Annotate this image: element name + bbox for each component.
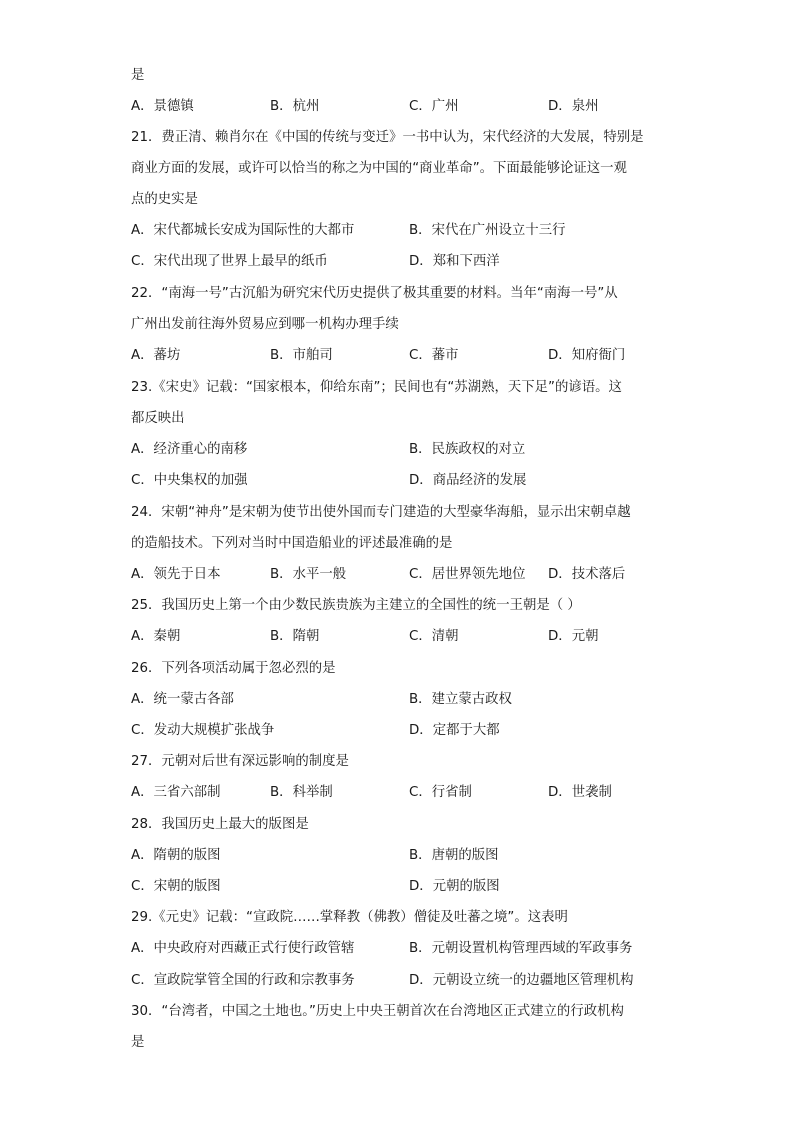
q23-option-c: C．中央集权的加强 (131, 473, 248, 488)
q21-option-d: D．郑和下西洋 (409, 254, 500, 269)
q21-stem-line-2: 商业方面的发展，或许可以恰当的称之为中国的“商业革命”。下面最能够论证这一观 (131, 161, 627, 176)
q25-option-a: A．秦朝 (131, 629, 181, 644)
q20-option-a: A．景德镇 (131, 99, 194, 114)
q27-option-a: A．三省六部制 (131, 785, 221, 800)
q21-stem-line-3: 点的史实是 (131, 192, 198, 207)
q24-stem-line-1: 24．宋朝“神舟”是宋朝为使节出使外国而专门建造的大型豪华海船，显示出宋朝卓越 (131, 505, 631, 520)
q23-option-a: A．经济重心的南移 (131, 442, 248, 457)
q27-option-d: D．世袭制 (548, 785, 612, 800)
q22-stem-line-2: 广州出发前往海外贸易应到哪一机构办理手续 (131, 317, 399, 332)
q22-option-d: D．知府衙门 (548, 348, 626, 363)
q28-option-d: D．元朝的版图 (409, 879, 500, 894)
q29-option-d: D．元朝设立统一的边疆地区管理机构 (409, 973, 634, 988)
q24-stem-line-2: 的造船技术。下列对当时中国造船业的评述最准确的是 (131, 536, 453, 551)
q20-option-d: D．泉州 (548, 99, 599, 114)
q22-stem-line-1: 22．“南海一号”古沉船为研究宋代历史提供了极其重要的材料。当年“南海一号”从 (131, 286, 618, 301)
q24-option-c: C．居世界领先地位 (409, 567, 526, 582)
q20-stem-continuation: 是 (131, 68, 145, 83)
q25-stem-line-1: 25．我国历史上第一个由少数民族贵族为主建立的全国性的统一王朝是（ ） (131, 598, 581, 613)
q22-option-a: A．蕃坊 (131, 348, 181, 363)
q26-option-d: D．定都于大都 (409, 723, 500, 738)
q29-stem-line-1: 29.《元史》记载：“宣政院……掌释教（佛教）僧徒及吐蕃之境”。这表明 (131, 910, 568, 925)
q23-option-d: D．商品经济的发展 (409, 473, 527, 488)
q21-stem-line-1: 21．费正清、赖肖尔在《中国的传统与变迁》一书中认为，宋代经济的大发展，特别是 (131, 130, 644, 145)
q23-option-b: B．民族政权的对立 (409, 442, 526, 457)
q21-option-a: A．宋代都城长安成为国际性的大都市 (131, 223, 355, 238)
q29-option-a: A．中央政府对西藏正式行使行政管辖 (131, 941, 355, 956)
q30-stem-line-2: 是 (131, 1035, 145, 1050)
q24-option-b: B．水平一般 (270, 567, 347, 582)
q27-option-c: C．行省制 (409, 785, 472, 800)
q25-option-b: B．隋朝 (270, 629, 320, 644)
q26-option-a: A．统一蒙古各部 (131, 692, 234, 707)
q26-option-b: B．建立蒙古政权 (409, 692, 512, 707)
q24-option-d: D．技术落后 (548, 567, 626, 582)
q27-stem-line-1: 27．元朝对后世有深远影响的制度是 (131, 754, 349, 769)
q25-option-d: D．元朝 (548, 629, 599, 644)
q28-option-b: B．唐朝的版图 (409, 848, 499, 863)
q24-option-a: A．领先于日本 (131, 567, 221, 582)
q20-option-c: C．广州 (409, 99, 459, 114)
q29-option-b: B．元朝设置机构管理西域的军政事务 (409, 941, 633, 956)
q29-option-c: C．宣政院掌管全国的行政和宗教事务 (131, 973, 355, 988)
q28-option-a: A．隋朝的版图 (131, 848, 221, 863)
q28-option-c: C．宋朝的版图 (131, 879, 221, 894)
q20-option-b: B．杭州 (270, 99, 320, 114)
q21-option-c: C．宋代出现了世界上最早的纸币 (131, 254, 328, 269)
q22-option-c: C．蕃市 (409, 348, 459, 363)
q26-stem-line-1: 26．下列各项活动属于忽必烈的是 (131, 661, 336, 676)
q21-option-b: B．宋代在广州设立十三行 (409, 223, 566, 238)
q23-stem-line-2: 都反映出 (131, 411, 185, 426)
q22-option-b: B．市舶司 (270, 348, 333, 363)
q30-stem-line-1: 30．“台湾者，中国之土地也。”历史上中央王朝首次在台湾地区正式建立的行政机构 (131, 1004, 624, 1019)
q23-stem-line-1: 23.《宋史》记载：“国家根本，仰给东南”；民间也有“苏湖熟，天下足”的谚语。这 (131, 380, 622, 395)
q25-option-c: C．清朝 (409, 629, 459, 644)
q28-stem-line-1: 28．我国历史上最大的版图是 (131, 817, 309, 832)
q26-option-c: C．发动大规模扩张战争 (131, 723, 275, 738)
q27-option-b: B．科举制 (270, 785, 333, 800)
